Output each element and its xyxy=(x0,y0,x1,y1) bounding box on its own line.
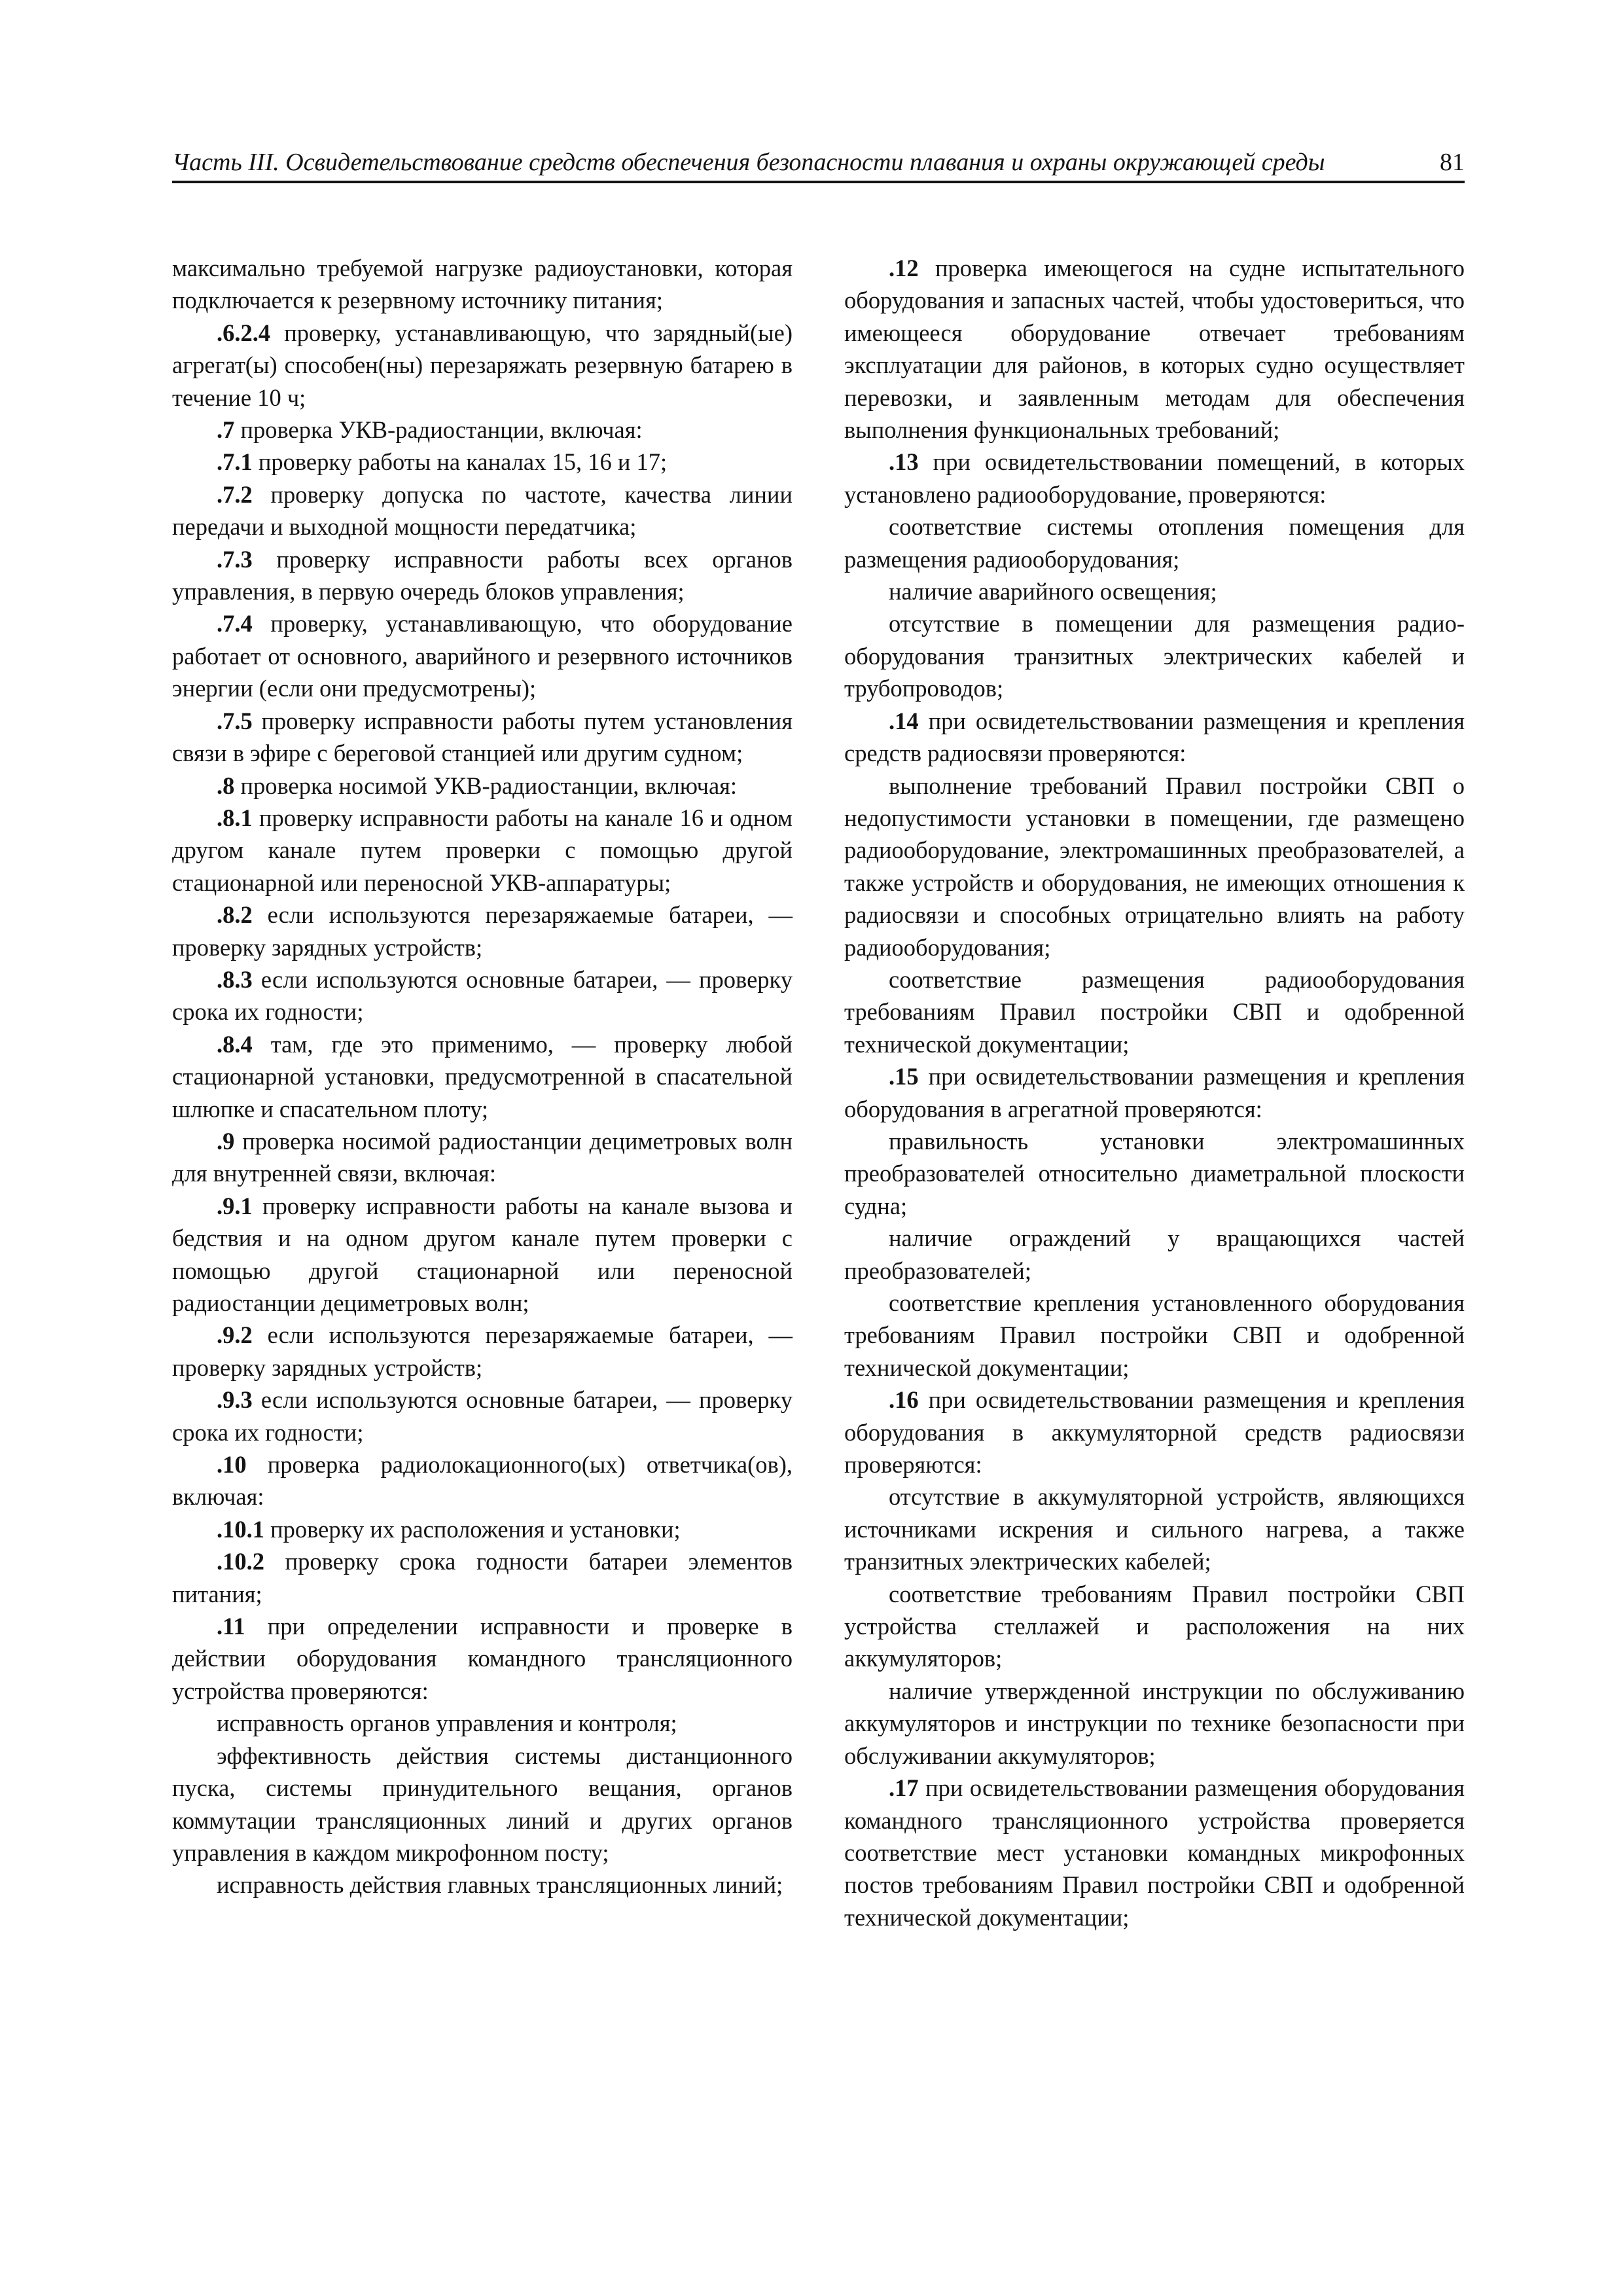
running-header xyxy=(172,145,1465,179)
paragraph xyxy=(172,446,793,478)
paragraph-text: эффективность действия системы дистанционного пуска, системы принудительного вещания, органов коммутации трансляционных линий и других органов управления в каждом микрофонном посту; xyxy=(172,1742,793,1866)
paragraph-text: исправность органов управления и контроля; xyxy=(217,1710,677,1737)
paragraph-text: если используются перезаряжаемые батареи, — проверку зарядных устройств; xyxy=(172,901,793,961)
header-rule xyxy=(172,181,1465,183)
clause-number: .10.2 xyxy=(217,1548,264,1575)
paragraph xyxy=(172,770,793,802)
paragraph xyxy=(172,1448,793,1513)
clause-number: .8.3 xyxy=(217,965,253,993)
paragraph-text: максимально требуемой нагрузке радиоустановки, которая подключается к резервному источнику питания; xyxy=(172,255,793,314)
paragraph xyxy=(172,607,793,704)
paragraph xyxy=(172,1384,793,1448)
clause-number: .12 xyxy=(889,255,919,281)
paragraph-text: проверка носимой УКВ-радиостанции, включая: xyxy=(234,772,738,799)
paragraph xyxy=(172,1869,793,1901)
paragraph-text: правильность установки электромашинных преобразователей относительно диаметральной плоскости судна; xyxy=(844,1127,1465,1219)
paragraph-text: исправность действия главных трансляционных линий; xyxy=(217,1871,783,1899)
paragraph-text: соответствие системы отопления помещения для размещения радиооборудования; xyxy=(844,513,1465,573)
paragraph-text: проверку исправности работы всех органов управления, в первую очередь блоков управления; xyxy=(172,545,793,605)
paragraph xyxy=(844,1772,1465,1933)
paragraph-text: проверку исправности работы путем установления связи в эфире с береговой станцией или другим судном; xyxy=(172,707,793,767)
paragraph-text: если используются основные батареи, — проверку срока их годности; xyxy=(172,965,793,1026)
clause-number: .16 xyxy=(889,1386,919,1414)
clause-number: .10.1 xyxy=(217,1515,264,1543)
paragraph-text: при освидетельствовании размещения и крепления средств радиосвязи проверяются: xyxy=(844,707,1465,767)
paragraph xyxy=(844,963,1465,1060)
paragraph xyxy=(172,899,793,963)
paragraph-text: проверку допуска по частоте, качества линии передачи и выходной мощности передатчика; xyxy=(172,480,793,541)
paragraph xyxy=(172,1125,793,1190)
clause-number: .13 xyxy=(889,448,919,476)
clause-number: .15 xyxy=(889,1063,919,1090)
paragraph-text: соответствие размещения радиооборудования требованиям Правил постройки СВП и одобренной технической документации; xyxy=(844,965,1465,1058)
paragraph-text: проверка имеющегося на судне испытательного оборудования и запасных частей, чтобы удостовериться, что имеющееся оборудование отвечает требованиям эксплуатации для районов, в которых судно осуществляет перевозки, и заявленным методам для обеспечения выполнения функциональных требований; xyxy=(844,255,1465,444)
clause-number: .9.2 xyxy=(217,1321,253,1349)
paragraph xyxy=(844,446,1465,511)
paragraph xyxy=(172,1707,793,1739)
paragraph xyxy=(844,1675,1465,1772)
paragraph xyxy=(844,252,1465,446)
paragraph xyxy=(172,1513,793,1545)
paragraph xyxy=(172,802,793,899)
clause-number: .17 xyxy=(889,1774,919,1802)
paragraph-text: проверка радиолокационного(ых) ответчика(ов), включая: xyxy=(172,1451,793,1511)
paragraph-text: при освидетельствовании размещения оборудования командного трансляционного устройства проверяется соответствие мест установки командных микрофонных постов требованиям Правил постройки СВП и одобренной технической документации; xyxy=(844,1774,1465,1931)
paragraph xyxy=(172,1190,793,1319)
paragraph xyxy=(172,1028,793,1125)
paragraph-text: наличие утвержденной инструкции по обслуживанию аккумуляторов и инструкции по технике безопасности при обслуживании аккумуляторов; xyxy=(844,1677,1465,1769)
paragraph-text: проверку, устанавливающую, что оборудование работает от основного, аварийного и резервного источников энергии (если они предусмотрены); xyxy=(172,610,793,702)
paragraph-text: если используются основные батареи, — проверку срока их годности; xyxy=(172,1386,793,1446)
paragraph xyxy=(172,705,793,770)
running-title: Часть III. Освидетельствование средств обеспечения безопасности плавания и охраны окружающей среды xyxy=(172,149,1325,176)
paragraph xyxy=(172,414,793,446)
paragraph xyxy=(172,1610,793,1707)
paragraph xyxy=(844,1222,1465,1287)
paragraph-text: при освидетельствовании размещения и крепления оборудования в аккумуляторной средств радиосвязи проверяются: xyxy=(844,1386,1465,1479)
paragraph xyxy=(844,1060,1465,1125)
clause-number: .7 xyxy=(217,416,235,444)
clause-number: .9.3 xyxy=(217,1386,253,1414)
paragraph-text: соответствие крепления установленного оборудования требованиям Правил постройки СВП и одобренной технической документации; xyxy=(844,1289,1465,1381)
clause-number: .8.2 xyxy=(217,901,253,929)
paragraph xyxy=(172,252,793,317)
clause-number: .6.2.4 xyxy=(217,319,271,346)
paragraph-text: наличие ограждений у вращающихся частей преобразователей; xyxy=(844,1225,1465,1284)
paragraph xyxy=(172,1319,793,1384)
clause-number: .7.5 xyxy=(217,707,253,734)
paragraph-text: проверку срока годности батареи элементов питания; xyxy=(172,1548,793,1607)
paragraph xyxy=(844,607,1465,704)
paragraph-text: если используются перезаряжаемые батареи, — проверку зарядных устройств; xyxy=(172,1321,793,1381)
paragraph-text: выполнение требований Правил постройки СВП о недопустимости установки в помещении, где размещено радиооборудование, электромашинных преобразователей, а также устройств и оборудования, не имеющих отношения к радиосвязи и способных отрицательно влиять на работу радиооборудования; xyxy=(844,772,1465,961)
clause-number: .11 xyxy=(217,1613,245,1640)
paragraph-text: соответствие требованиям Правил постройки СВП устройства стеллажей и расположения на них аккумуляторов; xyxy=(844,1580,1465,1672)
paragraph-text: при определении исправности и проверке в действии оборудования командного трансляционного устройства проверяются: xyxy=(172,1613,793,1704)
paragraph xyxy=(844,705,1465,770)
paragraph xyxy=(172,1740,793,1869)
page-number: 81 xyxy=(1440,149,1465,176)
paragraph-text: проверка УКВ-радиостанции, включая: xyxy=(234,416,643,444)
paragraph-text: наличие аварийного освещения; xyxy=(889,578,1217,605)
clause-number: .7.2 xyxy=(217,480,253,508)
paragraph-text: проверка носимой радиостанции дециметровых волн для внутренней связи, включая: xyxy=(172,1127,793,1187)
clause-number: .10 xyxy=(217,1451,247,1479)
paragraph-text: отсутствие в аккумуляторной устройств, являющихся источниками искрения и сильного нагрева, а также транзитных электрических кабелей; xyxy=(844,1483,1465,1575)
paragraph xyxy=(844,511,1465,575)
paragraph xyxy=(172,478,793,543)
paragraph xyxy=(172,963,793,1028)
paragraph xyxy=(844,1384,1465,1480)
paragraph xyxy=(844,1125,1465,1222)
clause-number: .8 xyxy=(217,772,235,799)
paragraph xyxy=(844,770,1465,963)
paragraph xyxy=(844,1287,1465,1384)
paragraph xyxy=(172,1545,793,1610)
clause-number: .7.4 xyxy=(217,610,253,637)
paragraph xyxy=(844,575,1465,607)
paragraph-text: при освидетельствовании размещения и крепления оборудования в агрегатной проверяются: xyxy=(844,1063,1465,1122)
clause-number: .8.4 xyxy=(217,1030,253,1058)
paragraph-text: там, где это применимо, — проверку любой стационарной установки, предусмотренной в спасательной шлюпке и спасательном плоту; xyxy=(172,1030,793,1122)
left-column xyxy=(172,252,793,1901)
paragraph-text: проверку работы на каналах 15, 16 и 17; xyxy=(252,448,668,476)
paragraph-text: проверку исправности работы на канале 16 и одном другом канале путем проверки с помощью другой стационарной или переносной УКВ-аппаратуры; xyxy=(172,804,793,896)
paragraph xyxy=(172,543,793,608)
paragraph-text: проверку их расположения и установки; xyxy=(264,1515,681,1543)
clause-number: .7.1 xyxy=(217,448,253,476)
clause-number: .8.1 xyxy=(217,804,253,831)
paragraph xyxy=(844,1578,1465,1675)
clause-number: .14 xyxy=(889,707,919,734)
paragraph xyxy=(172,317,793,414)
paragraph-text: отсутствие в помещении для размещения радиооборудования транзитных электрических кабелей и трубопроводов; xyxy=(844,610,1465,702)
clause-number: .9.1 xyxy=(217,1192,253,1219)
paragraph-text: проверку исправности работы на канале вызова и бедствия и на одном другом канале путем проверки с помощью другой стационарной или переносной радиостанции дециметровых волн; xyxy=(172,1192,793,1316)
clause-number: .9 xyxy=(217,1127,235,1155)
clause-number: .7.3 xyxy=(217,545,253,573)
paragraph xyxy=(844,1480,1465,1577)
paragraph-text: проверку, устанавливающую, что зарядный(ые) агрегат(ы) способен(ны) перезаряжать резервную батарею в течение 10 ч; xyxy=(172,319,793,411)
right-column xyxy=(844,252,1465,1933)
paragraph-text: при освидетельствовании помещений, в которых установлено радиооборудование, проверяются: xyxy=(844,448,1465,508)
